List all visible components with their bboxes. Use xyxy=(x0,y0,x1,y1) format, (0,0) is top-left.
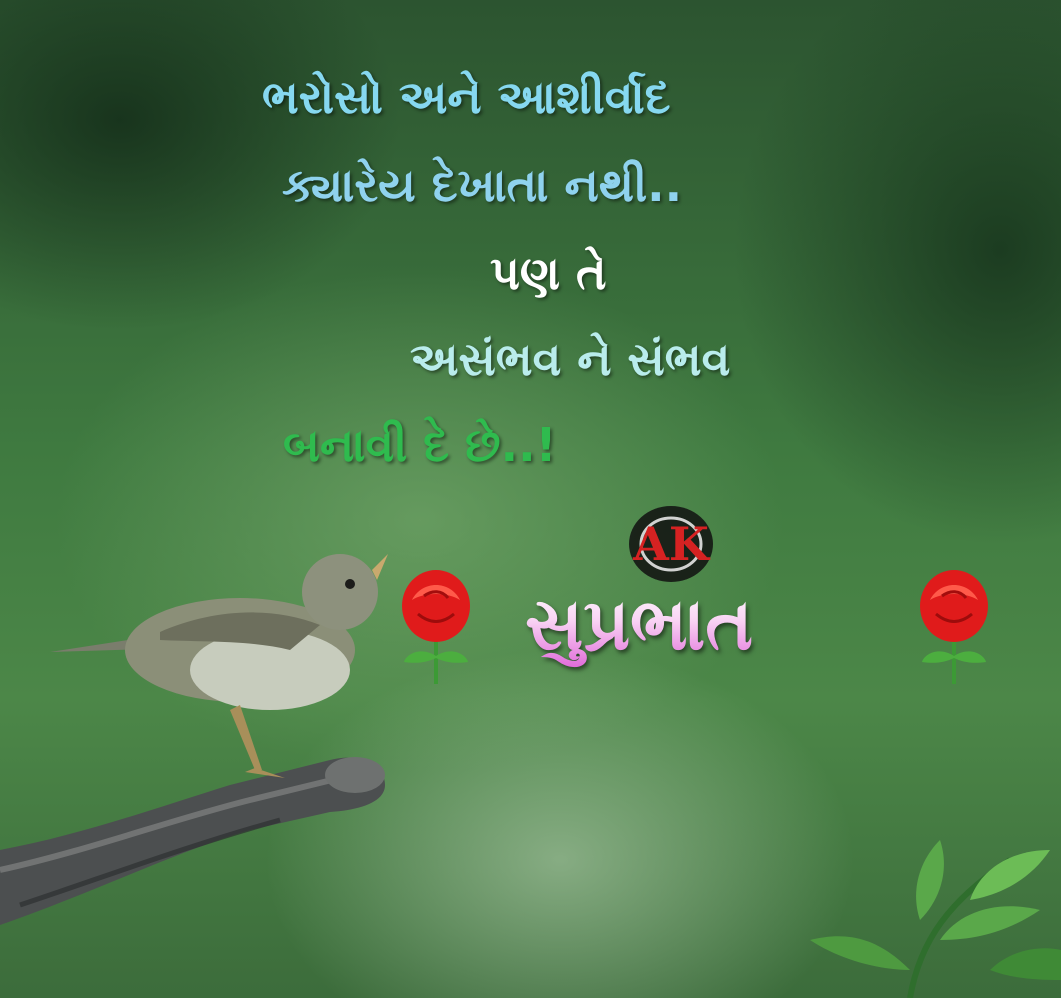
poem-line-1: ભરોસો અને આશીર્વાદ xyxy=(262,70,671,124)
poem-line-4: અસંભવ ને સંભવ xyxy=(410,332,731,386)
greeting-title: સુપ્રભાત xyxy=(525,582,754,666)
logo-letters: AK xyxy=(633,517,709,571)
rose-right-icon xyxy=(914,566,994,686)
rose-left-icon xyxy=(396,566,476,686)
poem-line-5: બનાવી દે છે..! xyxy=(283,418,557,472)
ak-logo-icon xyxy=(624,498,718,588)
bird-illustration xyxy=(40,540,410,800)
plant-leaves xyxy=(790,820,1061,998)
poem-line-2: ક્યારેય દેખાતા નથી.. xyxy=(282,158,683,212)
poem-line-3: પણ તે xyxy=(490,246,607,300)
